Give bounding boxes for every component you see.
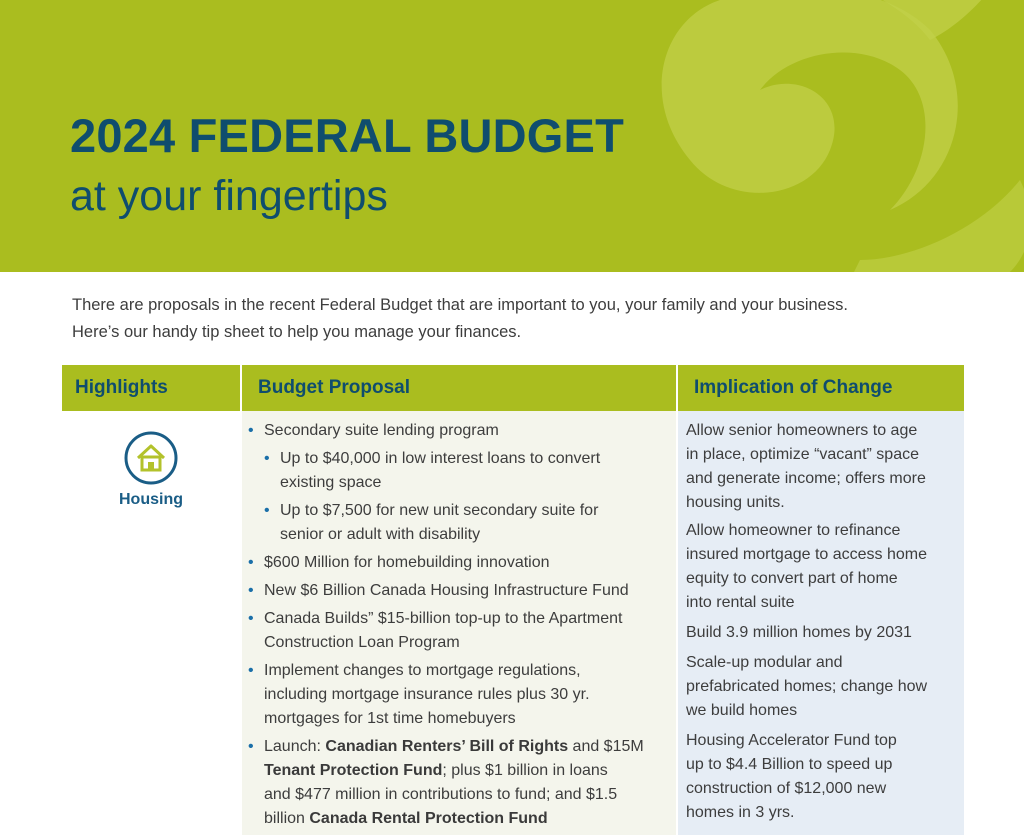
implication-item: Allow homeowner to refinance insured mortgage to access home equity to convert part of home into rental suite bbox=[686, 522, 928, 611]
implication-item: Housing Accelerator Fund top up to $4.4 Billion to speed up construction of $12,000 new homes in 3 yrs. bbox=[686, 732, 897, 821]
implication-cell bbox=[678, 411, 964, 835]
bullet-icon: • bbox=[248, 582, 254, 599]
header-divider bbox=[676, 365, 678, 411]
intro-line-1: There are proposals in the recent Federal Budget that are important to you, your family and your business. bbox=[72, 296, 848, 314]
header-divider bbox=[240, 365, 242, 411]
implication-item: Scale-up modular and prefabricated homes; change how we build homes bbox=[686, 654, 928, 719]
page-title: 2024 FEDERAL BUDGET bbox=[70, 109, 625, 162]
intro-text bbox=[72, 292, 972, 346]
highlights-cell bbox=[62, 411, 240, 835]
bullet-icon: • bbox=[248, 738, 254, 755]
header-budget-proposal: Budget Proposal bbox=[258, 377, 411, 398]
bullet-icon: • bbox=[248, 610, 254, 627]
header-highlights: Highlights bbox=[75, 377, 168, 398]
bullet-icon: • bbox=[248, 554, 254, 571]
page-subtitle: at your fingertips bbox=[70, 172, 388, 220]
house-icon bbox=[124, 431, 178, 485]
budget-table bbox=[62, 365, 964, 835]
decorative-swirl-graphic bbox=[600, 0, 1024, 272]
intro-line-2: Here’s our handy tip sheet to help you manage your finances. bbox=[72, 323, 522, 341]
bullet-icon: • bbox=[248, 662, 254, 679]
table-header-row bbox=[62, 365, 964, 411]
header-banner bbox=[0, 0, 1024, 272]
bullet-icon: • bbox=[264, 502, 270, 519]
implication-item: Allow senior homeowners to age in place, optimize “vacant” space and generate income; offers more housing units. bbox=[686, 422, 926, 511]
bullet-icon: • bbox=[248, 422, 254, 439]
proposal-cell: • Secondary suite lending program • Up to $40,000 in low interest loans to convert existing space • Up to $7,500 for new unit secondary suite for senior or adult with disability • $600 Million for homebuilding innovation • New $6 Billion Canada Housing Infrastructure Fund • Canada Builds” $15-billion top-up to the Apartment Construction Loan Program • Implement changes to mortgage regulations, including mortgage insurance rules plus 30 yr. mortgages for 1st time homebuyers • Launch: Canadian Renters’ Bill of Rights and $15M Tenant Protection Fund; plus $1 billion in loans and $477 million in contributions to fund; and $1.5 billion Canada Rental Protection Fund bbox=[242, 411, 676, 835]
implication-item: Build 3.9 million homes by 2031 bbox=[686, 624, 912, 641]
header-implication: Implication of Change bbox=[694, 377, 893, 398]
highlight-label-housing: Housing bbox=[119, 491, 183, 508]
bullet-icon: • bbox=[264, 450, 270, 467]
